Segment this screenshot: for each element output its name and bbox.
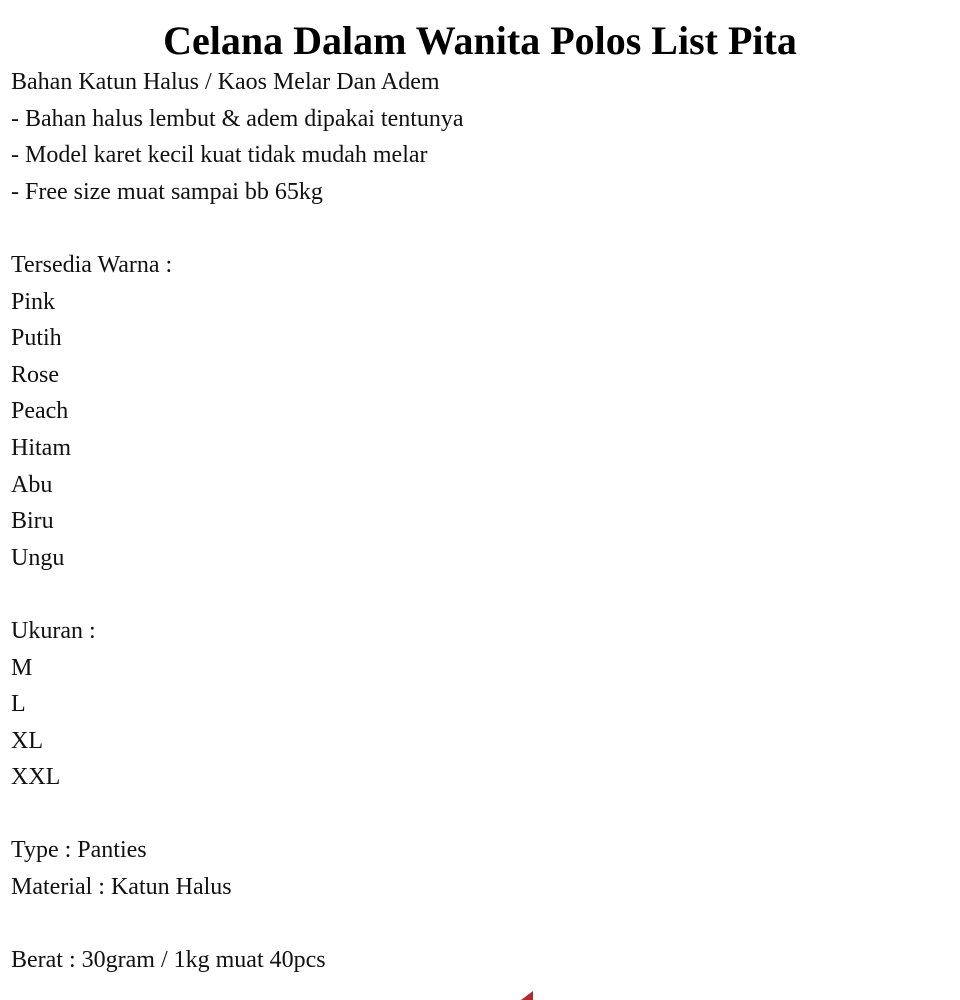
- color-item: Peach: [11, 398, 69, 425]
- spacer: [11, 576, 960, 613]
- spacer: [11, 210, 960, 247]
- colors-label: Tersedia Warna :: [11, 251, 173, 278]
- color-item: Ungu: [11, 544, 65, 571]
- feature-item: - Free size muat sampai bb 65kg: [11, 178, 323, 205]
- weight-info: Berat : 30gram / 1kg muat 40pcs: [11, 947, 326, 974]
- color-item: Hitam: [11, 434, 71, 461]
- feature-item: - Model karet kecil kuat tidak mudah melar: [11, 142, 428, 169]
- description-intro: Bahan Katun Halus / Kaos Melar Dan Adem: [11, 69, 440, 95]
- triangle-marker-icon: [521, 991, 533, 1000]
- feature-item: - Bahan halus lembut & adem dipakai tentunya: [11, 105, 464, 132]
- color-item: Biru: [11, 508, 54, 535]
- type-info: Type : Panties: [11, 837, 147, 864]
- product-description: [0, 64, 960, 979]
- spacer: [11, 906, 960, 943]
- product-title: Celana Dalam Wanita Polos List Pita: [163, 18, 797, 63]
- spacer: [11, 796, 960, 833]
- size-item: L: [11, 691, 26, 718]
- color-item: Putih: [11, 325, 62, 352]
- sizes-label: Ukuran :: [11, 617, 96, 644]
- size-item: XXL: [11, 764, 61, 791]
- size-item: XL: [11, 727, 43, 754]
- size-item: M: [11, 654, 33, 681]
- color-item: Abu: [11, 471, 53, 498]
- color-item: Rose: [11, 361, 59, 388]
- color-item: Pink: [11, 288, 56, 315]
- material-info: Material : Katun Halus: [11, 874, 232, 901]
